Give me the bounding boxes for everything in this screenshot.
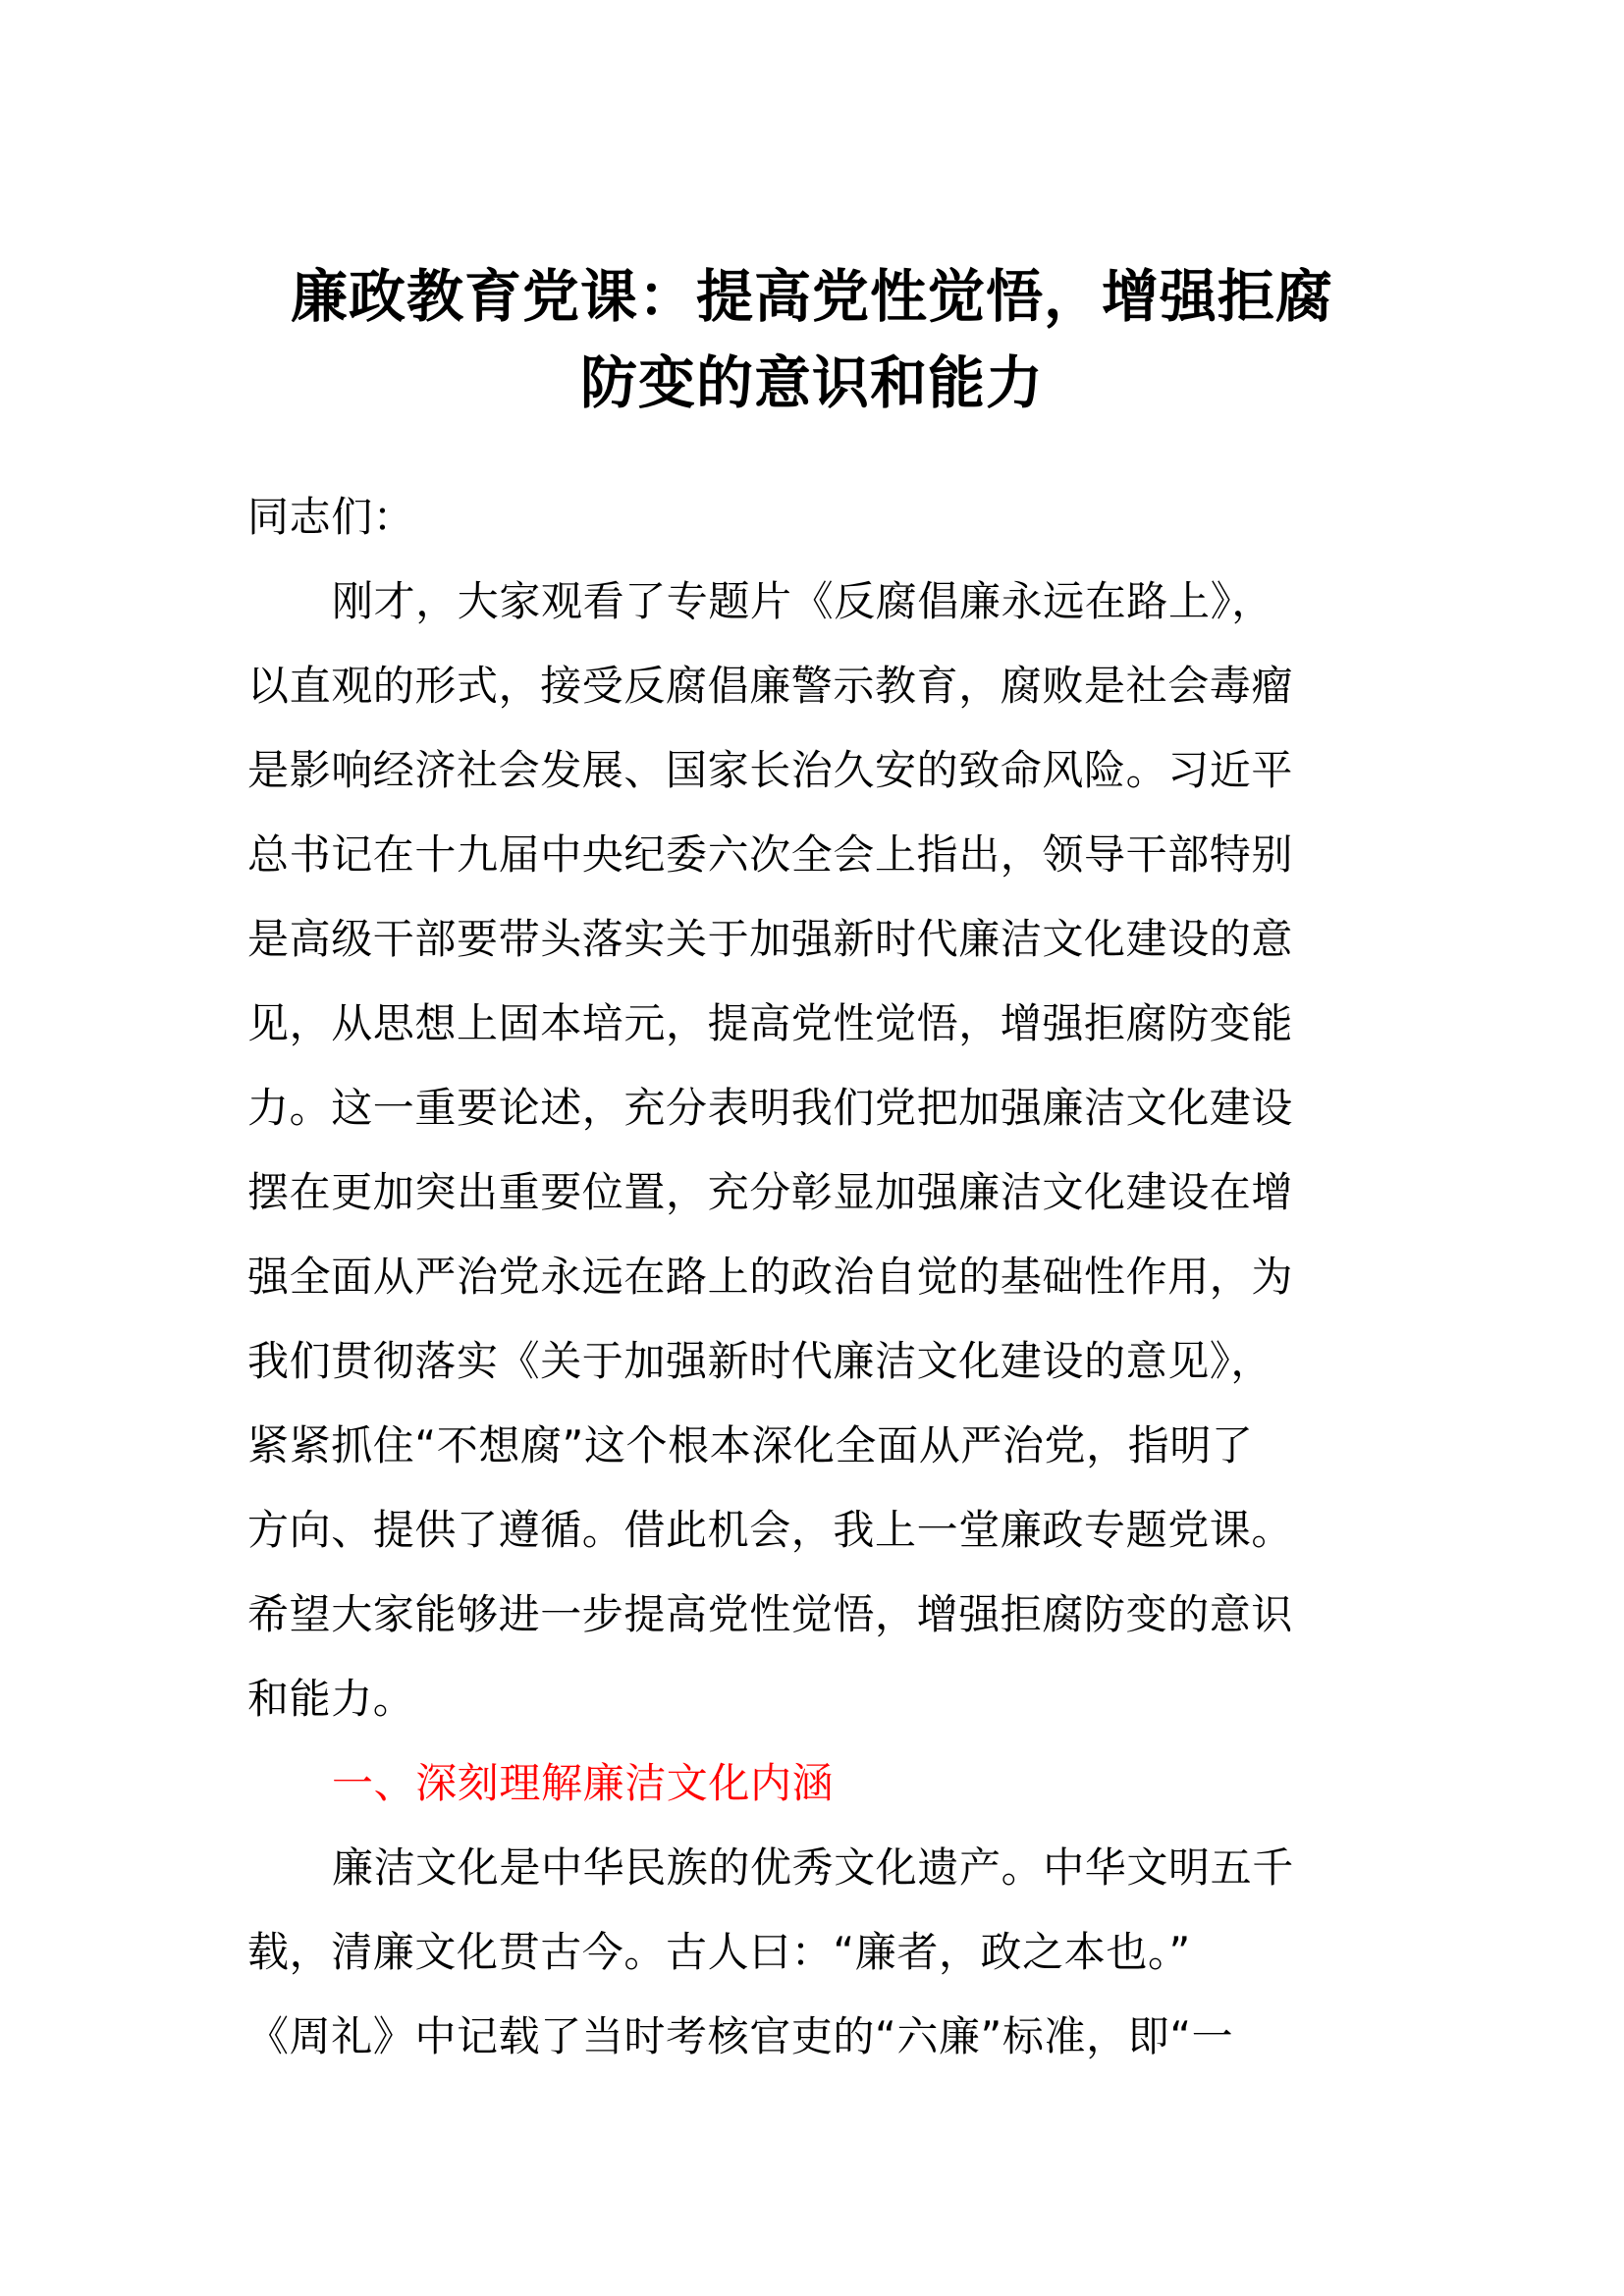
paragraph-line: 紧紧抓住“不想腐”这个根本深化全面从严治党，指明了: [247, 1421, 1254, 1469]
paragraph-line: 见，从思想上固本培元，提高党性觉悟，增强拒腐防变能: [247, 999, 1294, 1047]
paragraph-line: 以直观的形式，接受反腐倡廉警示教育，腐败是社会毒瘤: [247, 662, 1294, 710]
section-paragraph: [247, 1826, 1386, 2079]
paragraph-line: 载，清廉文化贯古今。古人曰：“廉者，政之本也。”: [247, 1928, 1191, 1976]
paragraph-line: 是影响经济社会发展、国家长治久安的致命风险。习近平: [247, 746, 1294, 794]
paragraph-line: 方向、提供了遵循。借此机会，我上一堂廉政专题党课。: [247, 1506, 1294, 1554]
section-heading: 一、深刻理解廉洁文化内涵: [332, 1759, 835, 1807]
salutation: 同志们：: [247, 493, 415, 541]
paragraph-line: 力。这一重要论述，充分表明我们党把加强廉洁文化建设: [247, 1084, 1294, 1132]
paragraph-line: 希望大家能够进一步提高党性觉悟，增强拒腐防变的意识: [247, 1590, 1294, 1638]
paragraph-line: 和能力。: [247, 1675, 415, 1723]
title-line-1: 廉政教育党课：提高党性觉悟，增强拒腐: [290, 263, 1333, 330]
paragraph-line: 我们贯彻落实《关于加强新时代廉洁文化建设的意见》，: [247, 1337, 1273, 1385]
document-title: [0, 253, 1624, 426]
document-body: [247, 475, 1386, 2079]
paragraph-line: 刚才，大家观看了专题片《反腐倡廉永远在路上》，: [332, 577, 1273, 625]
title-line-2: 防变的意识和能力: [579, 349, 1044, 416]
intro-paragraph: [247, 560, 1386, 1741]
paragraph-line: 摆在更加突出重要位置，充分彰显加强廉洁文化建设在增: [247, 1168, 1294, 1216]
paragraph-line: 是高级干部要带头落实关于加强新时代廉洁文化建设的意: [247, 915, 1294, 963]
paragraph-line: 强全面从严治党永远在路上的政治自觉的基础性作用，为: [247, 1253, 1294, 1301]
paragraph-line: 总书记在十九届中央纪委六次全会上指出，领导干部特别: [247, 830, 1294, 879]
paragraph-line: 廉洁文化是中华民族的优秀文化遗产。中华文明五千: [332, 1843, 1294, 1892]
paragraph-line: 《周礼》中记载了当时考核官吏的“六廉”标准，即“一: [247, 2012, 1234, 2060]
